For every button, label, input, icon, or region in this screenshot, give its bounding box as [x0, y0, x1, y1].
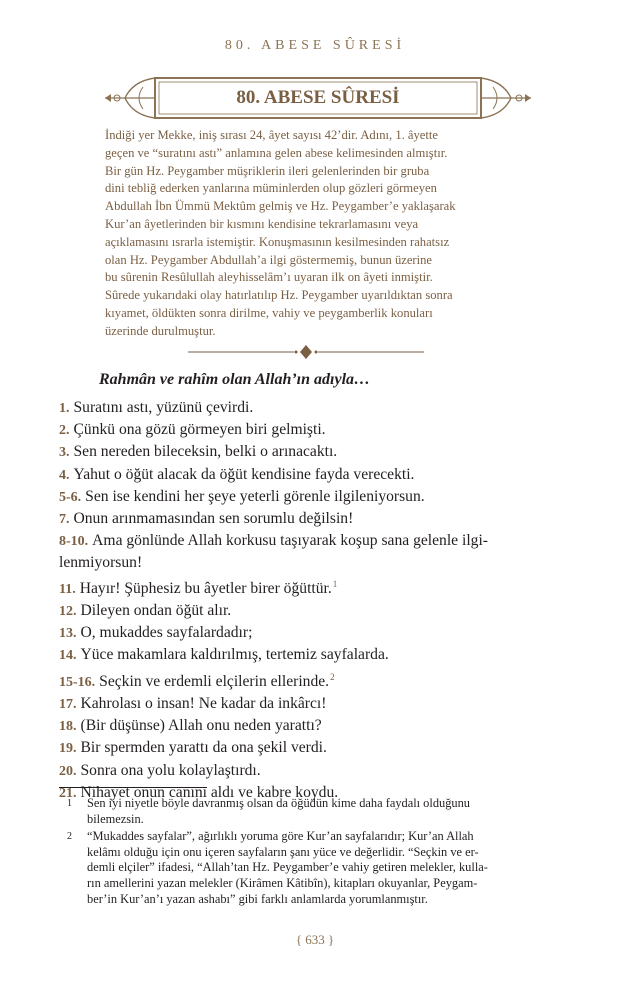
intro-line: Abdullah İbn Ümmü Mektûm gelmiş ve Hz. Peygamber’e yaklaşarak — [105, 199, 456, 214]
verse-number: 2. — [59, 423, 70, 439]
verse-number: 1. — [59, 401, 70, 416]
verse-text: (Bir düşünse) Allah onu neden yarattı? — [80, 717, 322, 735]
footnote-ref[interactable]: 2 — [330, 671, 335, 682]
verse-number: 18. — [59, 719, 77, 735]
verse-text: Sonra ona yolu kolaylaştırdı. — [80, 761, 261, 779]
verse-number: 17. — [59, 697, 77, 713]
verse-continuation — [59, 552, 554, 573]
footnote-line: bilemezsin. — [87, 811, 144, 826]
verse-text: Dileyen ondan öğüt alır. — [80, 602, 232, 620]
verse — [59, 419, 554, 441]
verse-text: Sen ise kendini her şeye yeterli görenle ilgileniyorsun. — [85, 487, 425, 505]
verse-text: Nihayet onun canını aldı ve kabre koydu. — [80, 783, 339, 801]
verse-number: 12. — [59, 604, 77, 620]
intro-paragraph — [105, 127, 507, 341]
intro-line: Sûrede yukarıdaki olay hatırlatılıp Hz. Peygamber uyarıldıktan sonra — [105, 288, 453, 303]
verse-text: Onun arınmamasından sen sorumlu değilsin! — [73, 510, 354, 528]
verse-number: 5-6. — [59, 489, 82, 505]
verse-number: 21. — [59, 785, 77, 801]
ornament-divider — [188, 344, 424, 360]
footnote-line: rın amellerini yazan melekler (Kirâmen Kâtibîn), kitapları okuyanlar, Peygam- — [87, 875, 478, 890]
verse — [59, 600, 554, 622]
verse — [59, 574, 554, 600]
verse-text: Ama gönlünde Allah korkusu taşıyarak koşup sana gelenle ilgi- — [92, 532, 488, 550]
footnote — [59, 829, 554, 907]
intro-line: dini tebliğ ederken yanlarına müminlerden olup gözleri görmeyen — [105, 181, 437, 196]
title-cartouche — [103, 73, 533, 123]
footnote-line: demli elçiler” ifadesi, “Allah’tan Hz. Peygamber’e vahiy getiren melekler, kulla- — [87, 860, 488, 875]
intro-line: üzerinde durulmuştur. — [105, 323, 216, 338]
intro-line: açıklamasını ısrarla istemiştir. Konuşmasının kesilmesinden rahatsız — [105, 234, 450, 249]
verse-text: Yüce makamlara kaldırılmış, tertemiz sayfalarda. — [80, 646, 389, 664]
verse-number: 3. — [59, 445, 70, 461]
page-number — [0, 932, 630, 948]
verse-text: Sen nereden bileceksin, belki o arınacaktı. — [73, 443, 338, 461]
verse-number: 8-10. — [59, 534, 89, 550]
verse-text: Yahut o öğüt alacak da öğüt kendisine fayda verecekti. — [73, 465, 415, 483]
footnotes — [59, 796, 554, 909]
footnote-ref[interactable]: 1 — [332, 578, 338, 589]
verse-text: Hayır! Şüphesiz bu âyetler birer öğüttür. — [79, 579, 332, 597]
intro-line: geçen ve “suratını astı” anlamına gelen abese kelimesinden almıştır. — [105, 145, 448, 160]
verse — [59, 715, 554, 737]
verse-number: 11. — [59, 581, 76, 597]
verse-number: 15-16. — [59, 674, 96, 690]
verse — [59, 760, 554, 782]
verse-text: lenmiyorsun! — [59, 554, 143, 572]
footnote-number: 2 — [67, 831, 72, 843]
intro-line: bu sûrenin Resûlullah aleyhisselâm’ı uyaran ilk on âyeti inmiştir. — [105, 270, 433, 285]
intro-line: Bir gün Hz. Peygamber müşriklerin ileri gelenlerinden bir gruba — [105, 163, 430, 178]
footnote-line: “Mukaddes sayfalar”, ağırlıklı yoruma göre Kur’an sayfalarıdır; Kur’an Allah — [87, 829, 474, 844]
verse-text: Seçkin ve erdemli elçilerin ellerinde. — [99, 672, 330, 690]
footnote-line: Sen iyi niyetle böyle davranmış olsan da öğüdün kime daha faydalı olduğunu — [87, 796, 470, 810]
basmala: Rahmân ve rahîm olan Allah’ın adıyla… — [99, 371, 371, 388]
verse — [59, 508, 554, 530]
chapter-title: 80. ABESE SÛRESİ — [236, 87, 400, 108]
intro-line: Kur’an âyetlerinden bir kısmını kendisine tekrarlamasını veya — [105, 216, 419, 231]
verse — [59, 441, 554, 463]
verse-number: 4. — [59, 467, 70, 483]
verse-number: 14. — [59, 648, 77, 664]
running-head: 80. ABESE SÛRESİ — [224, 38, 406, 53]
verse — [59, 737, 554, 759]
verse-number: 7. — [59, 512, 70, 528]
verse — [59, 486, 554, 508]
footnote-line: ber’in Kur’an’ı yazan ashabı” gibi farklı anlamlarda yorumlanmıştır. — [87, 891, 428, 906]
verse-text: Çünkü ona gözü görmeyen biri gelmişti. — [73, 421, 326, 439]
intro-line: kıyamet, öldükten sonra dirilme, vahiy ve peygamberlik konuları — [105, 305, 433, 320]
footnote-number: 1 — [67, 798, 72, 809]
verse-text: O, mukaddes sayfalardadır; — [80, 624, 253, 642]
verse — [59, 644, 554, 666]
verse-number: 19. — [59, 741, 77, 757]
footnote — [59, 796, 554, 827]
verse — [59, 530, 554, 552]
verse-text: Suratını astı, yüzünü çevirdi. — [73, 399, 254, 416]
verse — [59, 464, 554, 486]
verse-text: Kahrolası o insan! Ne kadar da inkârcı! — [80, 695, 327, 713]
page-bracket-right-icon: } — [324, 932, 335, 947]
verse — [59, 397, 554, 419]
verse — [59, 667, 554, 693]
page-number-value: 633 — [305, 932, 325, 947]
footnote-rule — [59, 787, 207, 788]
footnote-line: kelâmı olduğu için onu içeren sayfaların şanı yüce ve değerlidir. “Seçkin ve er- — [87, 844, 479, 859]
verse — [59, 622, 554, 644]
verse — [59, 693, 554, 715]
intro-line: İndiği yer Mekke, iniş sırası 24, âyet sayısı 42’dir. Adını, 1. âyette — [105, 128, 438, 142]
verse-text: Bir spermden yarattı da ona şekil verdi. — [80, 739, 327, 757]
verse-list — [59, 397, 554, 804]
verse-number: 13. — [59, 626, 77, 642]
intro-line: olan Hz. Peygamber Abdullah’a ilgi göstermemiş, bunun üzerine — [105, 252, 433, 267]
verse-number: 20. — [59, 763, 77, 779]
page-bracket-left-icon: { — [295, 932, 306, 947]
